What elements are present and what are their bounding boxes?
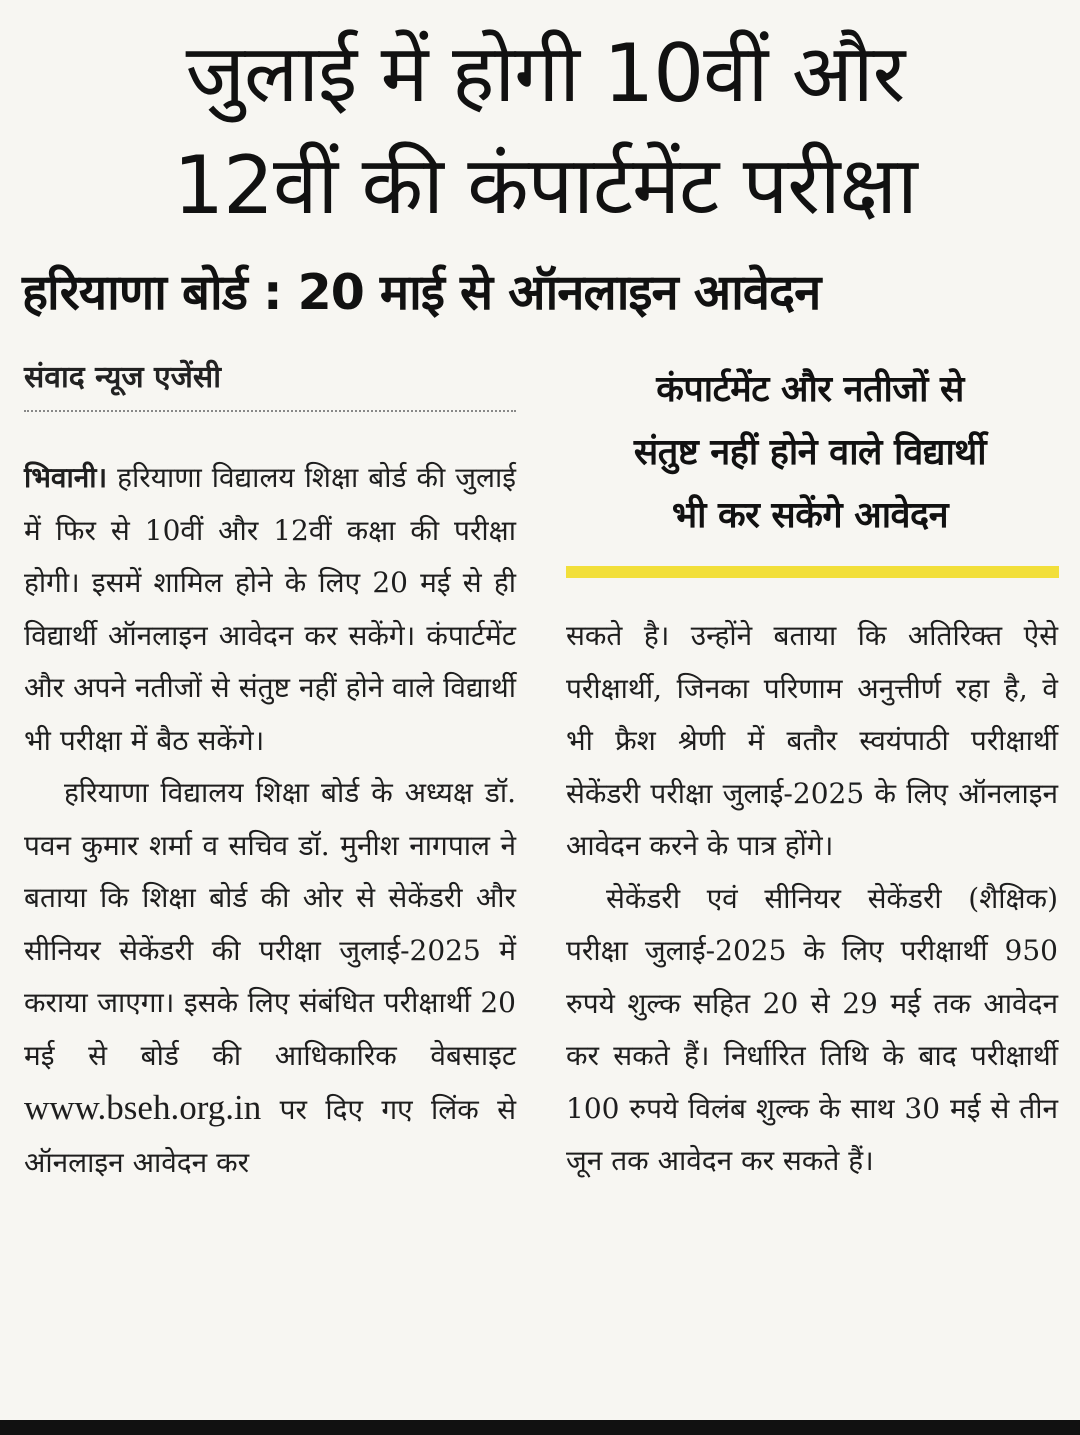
- paragraph-2: [24, 767, 516, 1189]
- bottom-border: [0, 1420, 1080, 1435]
- paragraph-2-text-end: पर दिए गए लिंक से ऑनलाइन आवेदन कर: [24, 1093, 517, 1179]
- pull-quote-line-1: कंपार्टमेंट और नतीजों से: [656, 369, 964, 410]
- paragraph-1: [24, 452, 516, 767]
- dateline: भिवानी।: [24, 461, 108, 494]
- paragraph-1-text: हरियाणा विद्यालय शिक्षा बोर्ड की जुलाई में फिर से 10वीं और 12वीं कक्षा की परीक्षा होगी। इसमें शामिल होने के लिए 20 मई से ही विद्यार्थी ऑनलाइन आवेदन कर सकेंगे। कंपार्टमेंट और अपने नतीजों से संतुष्ट नहीं होने वाले विद्यार्थी भी परीक्षा में बैठ सकेंगे।: [24, 461, 516, 757]
- byline-divider: [24, 410, 516, 412]
- byline: संवाद न्यूज एजेंसी: [24, 360, 221, 395]
- accent-bar: [566, 566, 1059, 578]
- subheadline: हरियाणा बोर्ड : 20 माई से ऑनलाइन आवेदन: [22, 264, 821, 321]
- headline: [40, 18, 1050, 242]
- pull-quote: [560, 358, 1060, 547]
- article-column-right: [566, 610, 1058, 1188]
- paragraph-3: सेकेंडरी एवं सीनियर सेकेंडरी (शैक्षिक) परीक्षा जुलाई-2025 के लिए परीक्षार्थी 950 रुपये शुल्क सहित 20 से 29 मई तक आवेदन कर सकते हैं। निर्धारित तिथि के बाद परीक्षार्थी 100 रुपये विलंब शुल्क के साथ 30 मई से तीन जून तक आवेदन कर सकते हैं।: [566, 881, 1058, 1177]
- pull-quote-line-2: संतुष्ट नहीं होने वाले विद्यार्थी: [633, 432, 987, 473]
- article-column-left: [24, 452, 516, 1189]
- website-link: www.bseh.org.in: [24, 1088, 262, 1127]
- paragraph-2-continued: सकते है। उन्होंने बताया कि अतिरिक्त ऐसे परीक्षार्थी, जिनका परिणाम अनुत्तीर्ण रहा है, वे भी फ्रैश श्रेणी में बतौर स्वयंपाठी परीक्षार्थी सेकेंडरी परीक्षा जुलाई-2025 के लिए ऑनलाइन आवेदन करने के पात्र होंगे।: [566, 619, 1058, 862]
- pull-quote-line-3: भी कर सकेंगे आवेदन: [671, 495, 949, 536]
- headline-line-1: जुलाई में होगी 10वीं और: [185, 27, 905, 120]
- headline-line-2: 12वीं की कंपार्टमेंट परीक्षा: [173, 139, 917, 232]
- paragraph-2-text: हरियाणा विद्यालय शिक्षा बोर्ड के अध्यक्ष डॉ. पवन कुमार शर्मा व सचिव डॉ. मुनीश नागपाल ने बताया कि शिक्षा बोर्ड की ओर से सेकेंडरी और सीनियर सेकेंडरी की परीक्षा जुलाई-2025 में कराया जाएगा। इसके लिए संबंधित परीक्षार्थी 20 मई से बोर्ड की आधिकारिक वेबसाइट: [24, 776, 516, 1072]
